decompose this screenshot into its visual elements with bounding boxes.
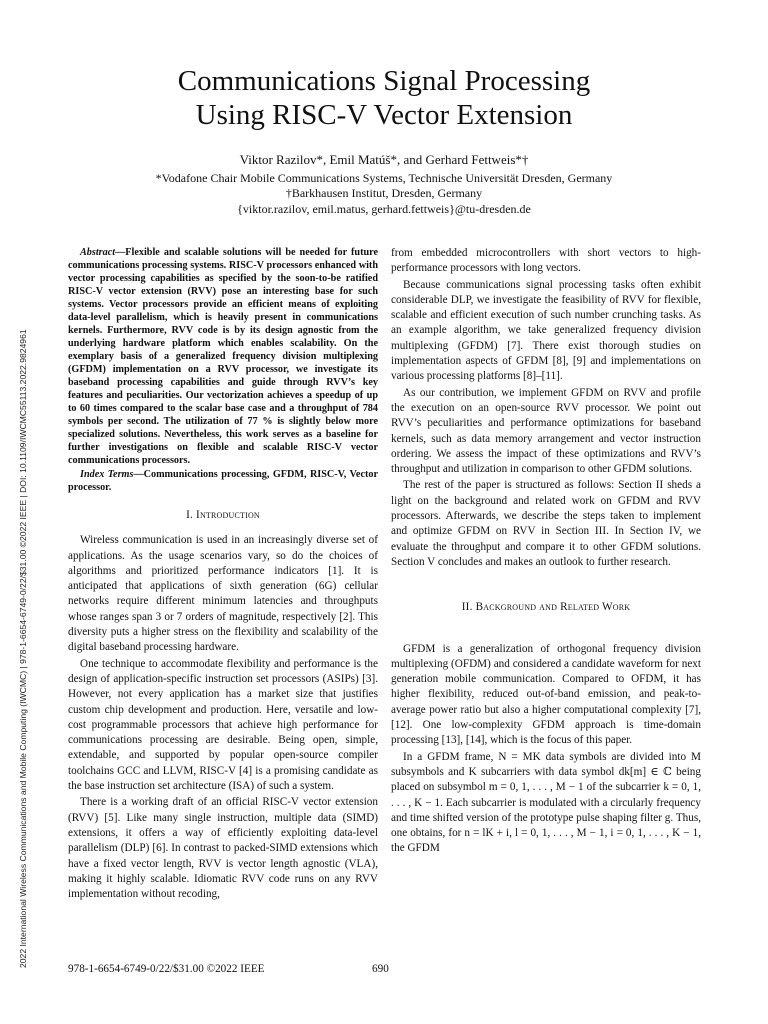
index-terms-text: —Communications processing, GFDM, RISC-V, Vector processor.: [68, 469, 378, 493]
left-column: [68, 246, 378, 902]
section-number: I.: [186, 509, 194, 521]
paragraph: Wireless communication is used in an increasingly diverse set of applications. As the usage scenarios vary, so do the choices of algorithms and prioritized performance indicators [1]. It is anticipated that applications of sixth generation (6G) cellular networks require different minimum latencies and throughputs whose ranges span 3 or 7 orders of magnitude, respectively [2]. This diversity puts a higher stress on the flexibility and scalability of the digital baseband processing hardware.: [68, 534, 378, 654]
side-doi-text: 2022 International Wireless Communications and Mobile Computing (IWCMC) | 978-1-6654-6749-0/22/$31.00 ©2022 IEEE | DOI: 10.1109/IWCMC55113.2022.9824961: [18, 329, 28, 968]
abstract: [68, 246, 378, 467]
abstract-text: —Flexible and scalable solutions will be needed for future communications processing systems. RISC-V processors enhanced with vector processing capabilities as specified by the soon-to-be ratified RISC-V vector extension (RVV) pose an interesting base for such systems. Vector processors provide an efficient means of exploiting data-level parallelism, which is heavily present in communications kernels. Furthermore, RVV code is by its design agnostic from the underlying hardware platform which enables scalability. On the exemplary basis of a generalized frequency division multiplexing (GFDM) implementation on a RVV processor, we investigate its baseband processing capabilities and guide through RVV’s key features and peculiarities. Our vectorization achieves a speedup of up to 60 times compared to the scalar base case and a throughput of 784 symbols per second. The utilization of 77 % is slightly below more specialized solutions. Nevertheless, this work serves as a baseline for further investigations on flexible and scalable RISC-V vector communications processors.: [68, 247, 378, 466]
page-number: 690: [372, 963, 389, 975]
paragraph: One technique to accommodate flexibility and performance is the design of application-specific instruction set processors (ASIPs) [3]. However, not every application has a market size that justifies custom chip development and production. Here, versatile and low-cost programmable processors that achieve high performance for communications processing are desirable. Being open, simple, extendable, and supported by popular open-source compiler toolchains GCC and LLVM, RISC-V [4] is a promising candidate as the base instruction set architecture (ISA) of such a system.: [68, 657, 378, 793]
abstract-label: Abstract: [80, 247, 116, 258]
section-heading-introduction: [68, 508, 378, 523]
paragraph: As our contribution, we implement GFDM on RVV and profile the execution on an open-source RVV processor. We point out RVV’s peculiarities and performance optimizations for baseband kernels, such as data memory arrangement and vector instruction ordering. We assess the impact of these optimizations and RVV’s throughput and utilization in comparison to other GFDM solutions.: [391, 386, 701, 476]
section-number: II.: [461, 601, 473, 614]
section-heading-background: [391, 600, 701, 615]
index-terms-label: Index Terms: [80, 469, 134, 480]
title-line-2: Using RISC-V Vector Extension: [195, 99, 573, 131]
paragraph: There is a working draft of an official RISC-V vector extension (RVV) [5]. Like many single instruction, multiple data (SIMD) extensions, it offers a way of efficiently exploiting data-level parallelism (DLP) [6]. In contrast to packed-SIMD extensions which have a fixed vector length, RVV is vector length agnostic (VLA), making it highly scalable. Idiomatic RVV code runs on any RVV implementation without recoding,: [68, 796, 378, 901]
section-title-text: Introduction: [196, 509, 260, 521]
author-names: Viktor Razilov*, Emil Matúš*, and Gerhard Fettweis*†: [239, 152, 529, 167]
section-title-text: Background and Related Work: [475, 601, 631, 614]
title-line-1: Communications Signal Processing: [177, 65, 591, 97]
affiliation-barkhausen: †Barkhausen Institut, Dresden, Germany: [285, 186, 483, 200]
paragraph: from embedded microcontrollers with short vectors to high-performance processors with long vectors.: [391, 247, 701, 275]
right-column: [391, 246, 701, 857]
footer-isbn: 978-1-6654-6749-0/22/$31.00 ©2022 IEEE: [68, 963, 265, 975]
paper-title: [0, 64, 768, 132]
paragraph: The rest of the paper is structured as follows: Section II sheds a light on the background and related work on GFDM and RVV processors. Afterwards, we describe the steps taken to implement and optimize GFDM on RVV in Section III. In Section IV, we evaluate the throughput and compare it to other GFDM solutions. Section V concludes and makes an outlook to further research.: [391, 479, 701, 568]
paragraph: Because communications signal processing tasks often exhibit considerable DLP, we investigate the feasibility of RVV for flexible, scalable and efficient execution of such number crunching tasks. As an example algorithm, we take generalized frequency division multiplexing (GFDM) [7]. There exist thorough studies on implementation aspects of GFDM [8], [9] and implementations on various processing platforms [8]–[11].: [391, 278, 701, 383]
paragraph: GFDM is a generalization of orthogonal frequency division multiplexing (OFDM) and considered a candidate waveform for next generation mobile communication. Compared to OFDM, it has higher flexibility, reduced out-of-band emission, and peak-to-average power ratio but also a higher computational complexity [7], [12]. One low-complexity GFDM approach is time-domain processing [13], [14], which is the focus of this paper.: [391, 642, 701, 747]
index-terms: [68, 468, 378, 494]
paragraph: In a GFDM frame, N = MK data symbols are divided into M subsymbols and K subcarriers with data symbol dk[m] ∈ ℂ being placed on subsymbol m = 0, 1, . . . , M − 1 of the subcarrier k = 0, 1, . . . , K − 1. Each subcarrier is modulated with a circularly frequency and time shifted version of the prototype pulse shaping filter g. Thus, one obtains, for n = lK + i, l = 0, 1, . . . , M − 1, i = 0, 1, . . . , K − 1, the GFDM: [391, 750, 701, 855]
author-emails: {viktor.razilov, emil.matus, gerhard.fettweis}@tu-dresden.de: [237, 202, 531, 216]
affiliation-vodafone: *Vodafone Chair Mobile Communications Systems, Technische Universität Dresden, Germany: [155, 171, 613, 185]
